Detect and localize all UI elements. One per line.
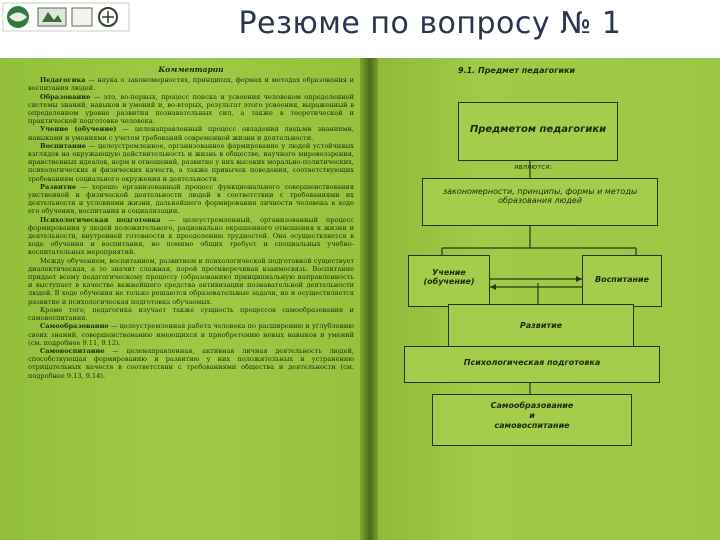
development-box-label: Развитие [519,321,563,330]
glossary-paragraph [28,322,354,347]
self-box-line3: самовоспитание [494,421,570,430]
glossary-paragraph [28,142,354,183]
left-page-heading: Комментарии [158,65,224,74]
laws-box-label: закономерности, принципы, формы и методы образования людей [442,187,638,205]
glossary-paragraph [28,216,354,257]
glossary-definition: — целенаправленный процесс овладения людьми знаниями, навыками и умениями с учетом требований современной жизни и деятельности. [28,125,354,142]
glossary-term: Воспитание [40,141,86,150]
glossary-paragraph [28,93,354,126]
psychological-preparation-box [404,346,660,383]
glossary-paragraph [28,76,354,92]
subject-of-pedagogy-box [458,102,618,161]
glossary-definition: — целеустремленный, организованный процесс формирования у людей положительного, рационально окрашенного отношения к жизни и деятельности, внутренней готовности к преодолению трудностей. Она осуществляется в ходе обучения и воспитания, но помимо общих требует и специальных учебно-воспитательных мероприятий. [28,215,354,257]
glossary-term: Учение (обучение) [40,125,117,134]
glossary-paragraph [28,347,354,380]
laws-principles-box [422,178,658,226]
slide-header [0,0,720,58]
right-book-page [378,58,720,540]
glossary-term: Педагогика [40,76,86,85]
glossary-definition: — целенаправленная, активная личная деятельность людей, способствующая формированию и развитию у них положительных и устранению отрицательных качеств в соответствии с требованиями общества и деятельности (см. подробнее 9.13, 9.14). [28,346,354,380]
glossary-paragraph [28,183,354,216]
self-box-line1: Самообразование [490,401,574,410]
glossary-definition: — это, во-первых, процесс поиска и усвоения человеком определенной системы знаний, навыков и умений и, во-вторых, результат этого усвоения, выраженный в определенном уровне развития познавательных сил, а также в теоретической и практической подготовке человека. [28,92,354,126]
learning-box-label: Учение (обучение) [423,268,475,286]
psych-box-label: Психологическая подготовка [463,358,601,367]
glossary-definition: Между обучением, воспитанием, развитием и психологической подготовкой существует диалектическая, а то значит сложная, порой противоречивая взаимосвязь. Воспитание придает всему педагогическому процессу (образованию) принципиальную направленность и выступает в качестве важнейшего средства активизации познавательной деятельности людей. В ходе обучения не только решаются образовательные задачи, но и осуществляется развитие и психологическая подготовка обучаемых. [28,256,354,306]
glossary-text [28,66,354,380]
glossary-definition: — хорошо организованный процесс функционального совершенствования умственной и физической деятельности людей в соответствии с требованиями их деятельности и условиями жизни, дальнейшего формирования личности человека в ходе его обучения, воспитания и социализации. [28,182,354,216]
glossary-paragraph [28,125,354,141]
right-page-heading: 9.1. Предмет педагогики [458,66,575,75]
glossary-definition: — наука о закономерностях, принципах, формах и методах образования и воспитания людей. [28,76,354,93]
learning-box [408,255,490,307]
glossary-term: Психологическая подготовка [40,215,161,224]
upbringing-box-label: Воспитание [594,275,650,284]
self-education-box [432,394,632,446]
glossary-term: Самообразование [40,322,109,331]
are-label: являются: [514,163,552,171]
development-box [448,304,634,348]
glossary-term: Развитие [40,182,77,191]
glossary-definition: Кроме того, педагогика изучает также сущность процессов самообразования и самовоспитания. [28,305,354,323]
upbringing-box [582,255,662,307]
slide-title: Резюме по вопросу № 1 [238,6,622,41]
left-book-page [0,58,368,540]
glossary-definition: — целеустремленное, организованное формирование у людей устойчивых взглядов на окружающую действительность и жизнь в обществе, научного мировоззрения, нравственных идеалов, норм и отношений, развитие у них высоких морально-политических, психологических и физических качеств, а также привычек поведения, соответствующих требованиям социального окружения и деятельности. [28,141,354,183]
glossary-paragraph [28,257,354,306]
self-box-line2: и [529,411,535,420]
glossary-term: Образование [40,92,91,101]
university-logo [2,2,130,32]
glossary-paragraph [28,306,354,322]
glossary-term: Самовоспитание [40,346,105,355]
subject-box-label: Предметом педагогики [469,124,607,135]
glossary-definition: — целеустремленная работа человека по расширению и углублению своих знаний, совершенствованию имеющихся и приобретению новых навыков и умений (см. подробнее 9.11, 9.12). [28,322,354,347]
